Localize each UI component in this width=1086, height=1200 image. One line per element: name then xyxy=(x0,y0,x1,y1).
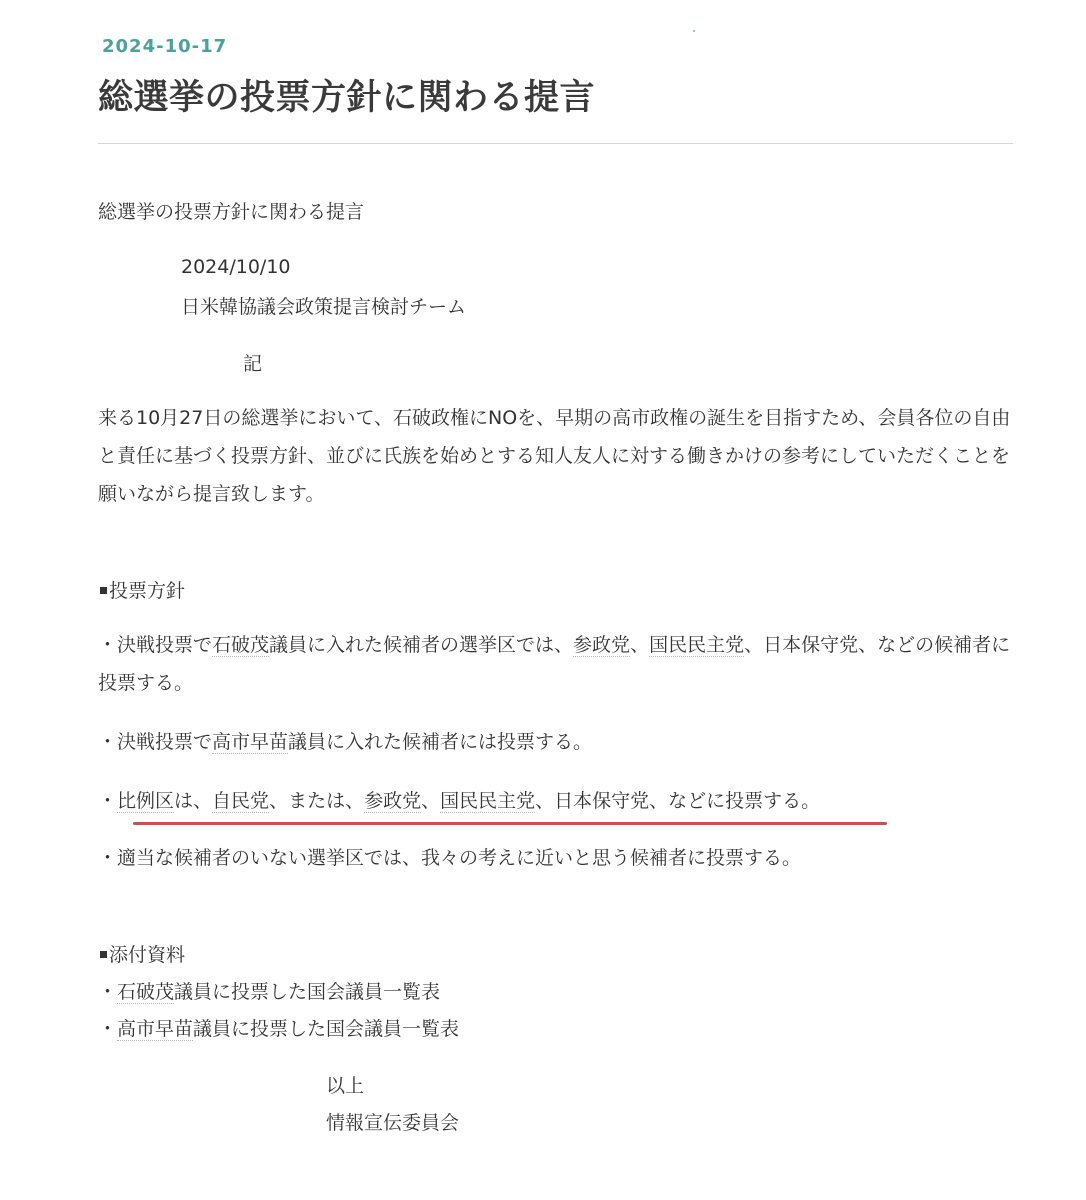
policy-item-1 xyxy=(98,626,1013,702)
policy-3-text-i: 、日本保守党、などに投票する。 xyxy=(535,790,821,812)
document-author: 日米韓協議会政策提言検討チーム xyxy=(181,296,467,318)
policy-2-text-a: ・決戦投票で xyxy=(98,731,213,753)
policy-1-text-e: 、 xyxy=(630,634,650,656)
attachment-1-link-ishiba: 石破茂 xyxy=(117,981,175,1003)
policy-1-text-c: 議員に入れた候補者の選挙区では、 xyxy=(269,634,574,656)
policy-3-text-c: は、 xyxy=(174,790,213,812)
intro-paragraph: 来る10月27日の総選挙において、石破政権にNOを、早期の高市政権の誕生を目指すため、会員各位の自由と責任に基づく投票方針、並びに氏族を始めとする知人友人に対する働きかけの参考にしていただくことを願いながら提言致します。 xyxy=(98,407,1011,505)
ki-mark: 記 xyxy=(243,353,263,375)
policy-3-link-jimin: 自民党 xyxy=(212,790,270,812)
policy-2-link-takaichi: 高市早苗 xyxy=(212,731,289,753)
decorative-dot xyxy=(693,30,695,32)
closing-organization: 情報宣伝委員会 xyxy=(326,1112,460,1134)
document-date: 2024/10/10 xyxy=(181,256,291,278)
closing-text: 以上 xyxy=(326,1075,365,1097)
attachment-item-2 xyxy=(98,1014,459,1041)
policy-3-text-g: 、 xyxy=(421,790,441,812)
policy-1-text-a: ・決戦投票で xyxy=(98,634,213,656)
policy-item-4: ・適当な候補者のいない選挙区では、我々の考えに近いと思う候補者に投票する。 xyxy=(98,847,802,869)
policy-heading xyxy=(98,576,185,603)
policy-1-link-kokumin: 国民民主党 xyxy=(649,634,745,656)
policy-heading-label: 投票方針 xyxy=(109,580,186,602)
attachment-2-bullet: ・ xyxy=(98,1018,118,1040)
policy-2-text-c: 議員に入れた候補者には投票する。 xyxy=(288,731,593,753)
attachment-2-link-takaichi: 高市早苗 xyxy=(117,1018,194,1040)
attachment-2-text: 議員に投票した国会議員一覧表 xyxy=(193,1018,460,1040)
square-bullet-icon xyxy=(100,951,107,958)
policy-1-link-ishiba: 石破茂 xyxy=(212,634,270,656)
post-date: 2024-10-17 xyxy=(102,36,228,57)
attachments-heading xyxy=(98,940,185,967)
square-bullet-icon xyxy=(100,587,107,594)
policy-1-text-g: 、日本保守党、などの候補者に投票する。 xyxy=(98,634,1011,694)
policy-1-link-sanseito: 参政党 xyxy=(573,634,631,656)
attachment-1-text: 議員に投票した国会議員一覧表 xyxy=(174,981,441,1003)
policy-3-link-hireiku: 比例区 xyxy=(117,790,175,812)
attachment-item-1 xyxy=(98,977,440,1004)
policy-item-3 xyxy=(98,782,1013,820)
policy-3-link-kokumin: 国民民主党 xyxy=(440,790,536,812)
policy-3-text-e: 、または、 xyxy=(269,790,365,812)
page-title: 総選挙の投票方針に関わる提言 xyxy=(98,78,596,118)
attachment-1-bullet: ・ xyxy=(98,981,118,1003)
policy-3-link-sanseito: 参政党 xyxy=(364,790,422,812)
red-underline-annotation xyxy=(133,822,887,825)
policy-item-2 xyxy=(98,723,1013,761)
policy-3-text-a: ・ xyxy=(98,790,118,812)
document-heading: 総選挙の投票方針に関わる提言 xyxy=(98,201,365,223)
title-divider xyxy=(98,143,1013,144)
attachments-heading-label: 添付資料 xyxy=(109,944,186,966)
